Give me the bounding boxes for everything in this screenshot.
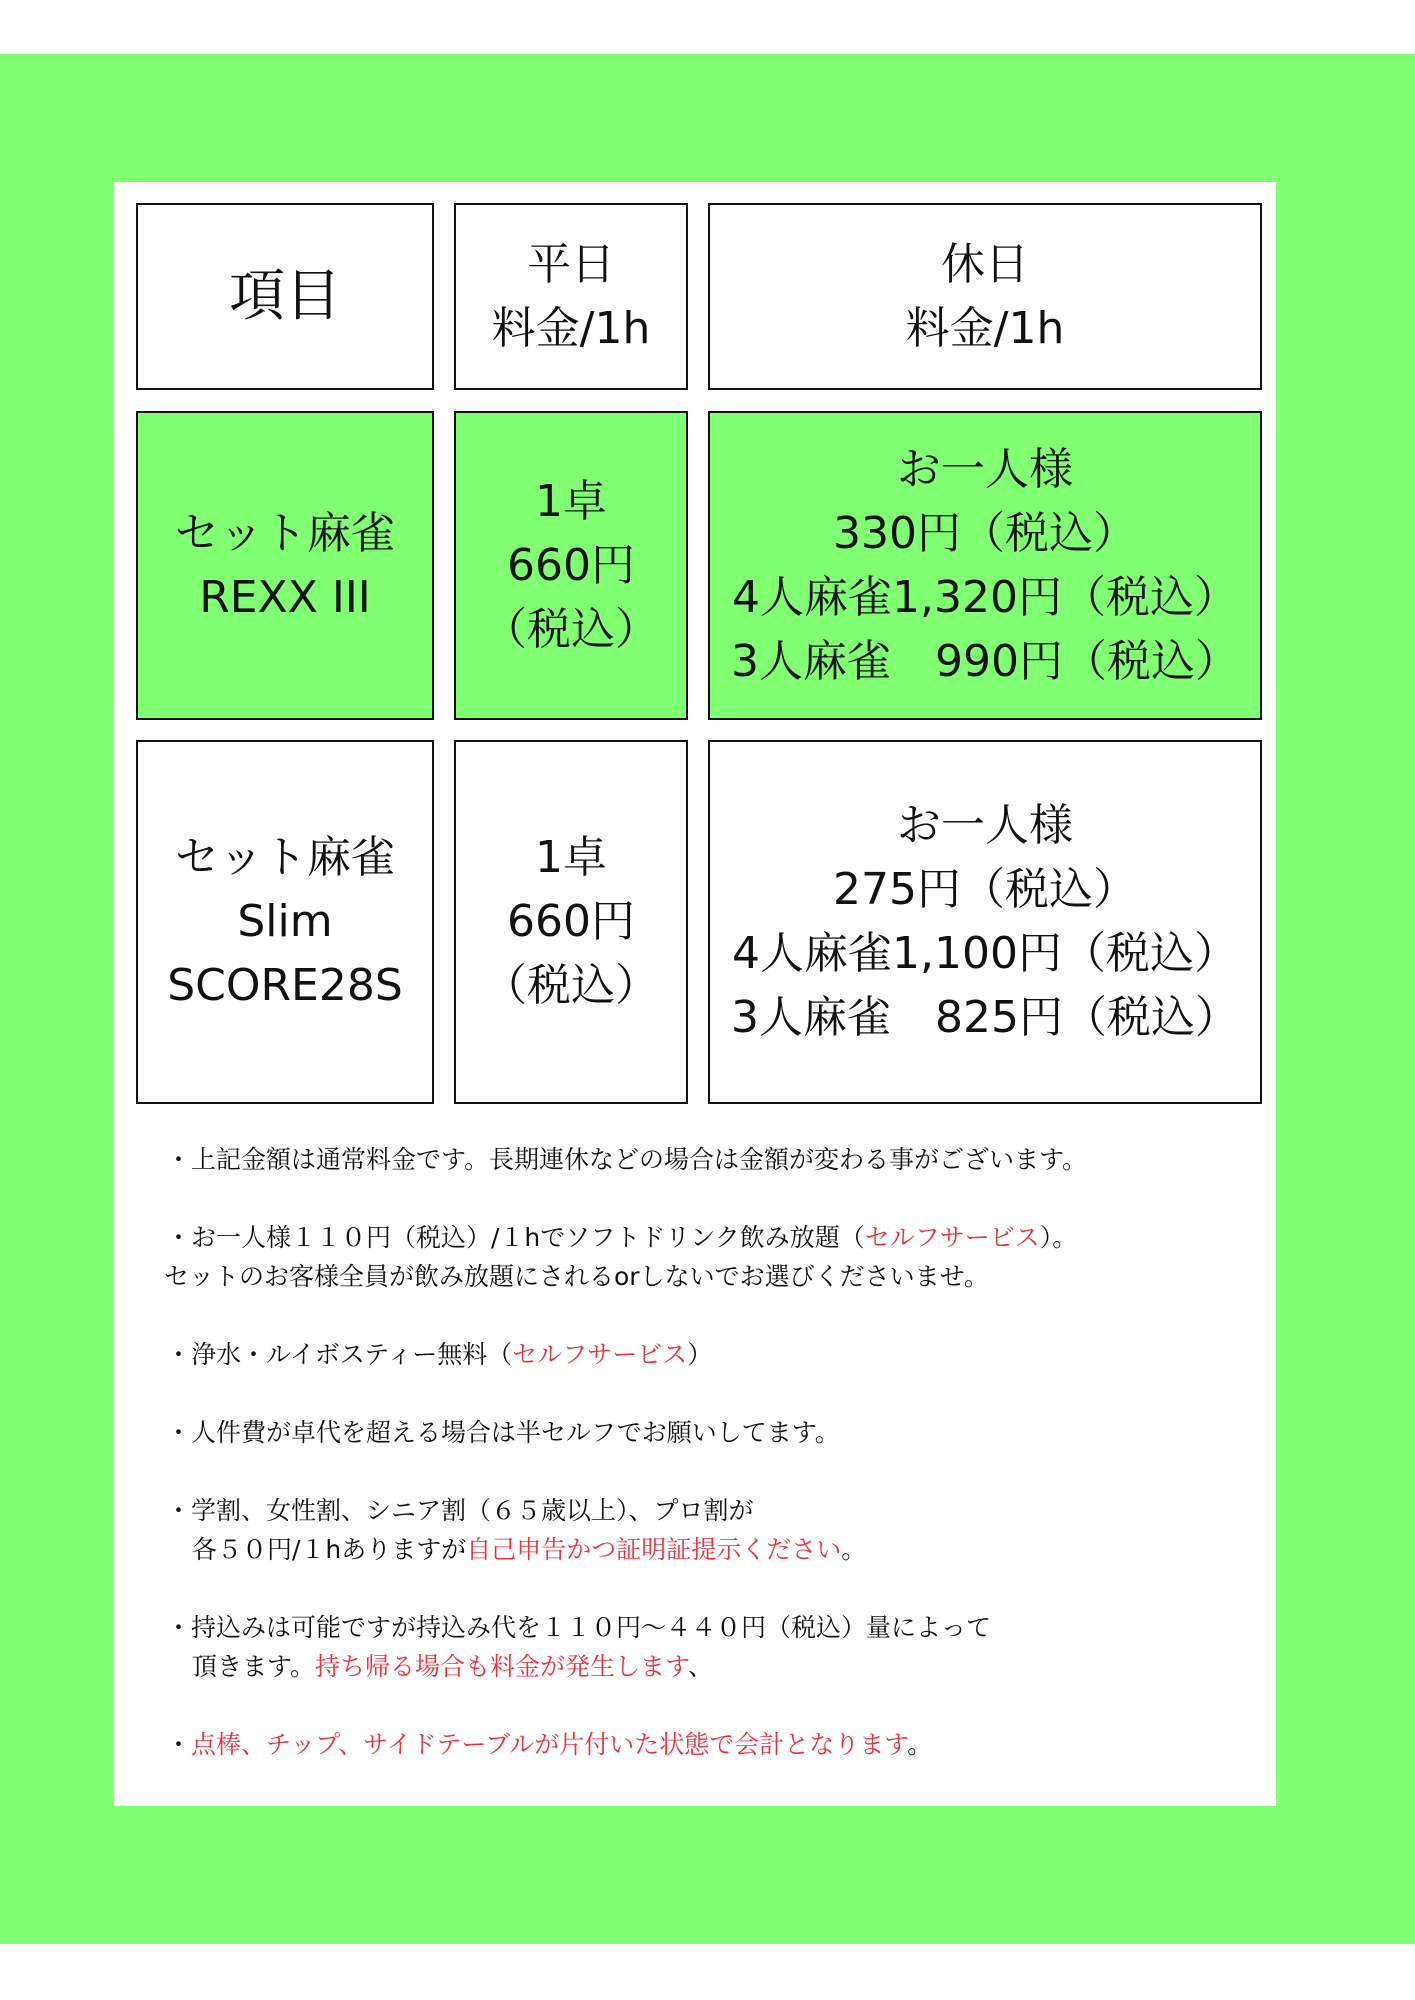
header-holiday-cell — [708, 203, 1262, 390]
note-discounts — [166, 1491, 1246, 1569]
note-soft-drinks — [166, 1218, 1246, 1296]
note-checkout-line — [166, 1725, 1246, 1764]
row-slim-name: セット麻雀 — [175, 832, 395, 883]
row-rexx-weekday-tax: （税込） — [483, 603, 659, 655]
header-weekday-label: 平日 — [527, 238, 615, 290]
note-semi-self-text: ・人件費が卓代を超える場合は半セルフでお願いしてます。 — [166, 1418, 840, 1447]
note-checkout — [166, 1725, 1246, 1764]
note-free-water — [166, 1335, 1246, 1374]
note-checkout-bullet: ・ — [166, 1730, 192, 1759]
row-slim-holiday-4p-price: 4人麻雀1,100円（税込） — [732, 928, 1238, 979]
note-bring-in-text-c: 、 — [688, 1652, 714, 1681]
note-discounts-text-c: 。 — [841, 1535, 867, 1564]
note-checkout-text-b: 。 — [907, 1730, 933, 1759]
note-discounts-line2 — [166, 1530, 1246, 1569]
note-bring-in — [166, 1608, 1246, 1686]
row-slim-weekday-unit: 1卓 — [535, 832, 607, 883]
header-holiday-label: 休日 — [941, 238, 1029, 290]
row-slim-holiday-per-person-price: 275円（税込） — [833, 864, 1137, 915]
note-bring-in-text-b: 頂きます。 — [192, 1652, 316, 1681]
row-rexx-holiday-per-person-label: お一人様 — [897, 443, 1073, 495]
row-rexx-weekday-price: 660円 — [507, 539, 635, 591]
note-free-water-text-b: ） — [687, 1340, 713, 1369]
row-rexx-holiday-3p-price: 3人麻雀 990円（税込） — [731, 635, 1239, 687]
note-checkout-condition: 点棒、チップ、サイドテーブルが片付いた状態で会計となります — [191, 1730, 908, 1759]
note-discounts-line1: ・学割、女性割、シニア割（６５歳以上）、プロ割が — [166, 1496, 754, 1525]
row-slim-name-cell — [136, 740, 434, 1104]
note-soft-drinks-text-a: ・お一人様１１０円（税込）/１hでソフトドリンク飲み放題（ — [166, 1223, 865, 1252]
row-rexx-model: REXX III — [199, 571, 371, 623]
row-slim-holiday-cell — [708, 740, 1262, 1104]
note-price-change — [166, 1140, 1246, 1179]
row-rexx-weekday-unit: 1卓 — [535, 475, 607, 527]
note-free-water-line — [166, 1335, 1246, 1374]
note-price-change-text: ・上記金額は通常料金です。長期連休などの場合は金額が変わる事がございます。 — [166, 1145, 1088, 1174]
row-slim-weekday-tax: （税込） — [483, 960, 659, 1011]
note-soft-drinks-line2: セットのお客様全員が飲み放題にされるorしないでお選びくださいませ。 — [164, 1262, 989, 1291]
notes-section — [166, 1140, 1246, 1803]
row-slim-model-code: SCORE28S — [167, 960, 403, 1011]
note-soft-drinks-self-service: セルフサービス — [864, 1223, 1040, 1252]
note-semi-self — [166, 1413, 1246, 1452]
row-rexx-name: セット麻雀 — [175, 507, 395, 559]
row-rexx-holiday-4p-price: 4人麻雀1,320円（税込） — [732, 571, 1238, 623]
note-discounts-proof-required: 自己申告かつ証明証提示ください — [466, 1535, 842, 1564]
header-item-label: 項目 — [229, 263, 341, 329]
row-rexx-weekday-cell — [454, 411, 688, 720]
note-bring-in-line2 — [166, 1647, 1246, 1686]
row-rexx-holiday-cell — [708, 411, 1262, 720]
header-item-cell — [136, 203, 434, 390]
row-slim-weekday-price: 660円 — [507, 896, 635, 947]
row-rexx-name-cell — [136, 411, 434, 720]
note-bring-in-takeout-fee: 持ち帰る場合も料金が発生します — [315, 1652, 689, 1681]
row-slim-weekday-cell — [454, 740, 688, 1104]
header-weekday-unit: 料金/1h — [491, 302, 651, 354]
note-bring-in-line1: ・持込みは可能ですが持込み代を１１０円〜４４０円（税込）量によって — [166, 1613, 992, 1642]
note-discounts-text-b: 各５０円/１hありますが — [192, 1535, 467, 1564]
row-rexx-holiday-per-person-price: 330円（税込） — [833, 507, 1137, 559]
header-weekday-cell — [454, 203, 688, 390]
row-slim-holiday-3p-price: 3人麻雀 825円（税込） — [731, 992, 1239, 1043]
note-soft-drinks-text-b: ）。 — [1039, 1223, 1078, 1252]
note-soft-drinks-line1 — [166, 1218, 1246, 1257]
header-holiday-unit: 料金/1h — [905, 302, 1065, 354]
row-slim-model: Slim — [237, 896, 333, 947]
note-free-water-text-a: ・浄水・ルイボスティー無料（ — [166, 1340, 513, 1369]
note-free-water-self-service: セルフサービス — [512, 1340, 688, 1369]
row-slim-holiday-per-person-label: お一人様 — [897, 800, 1073, 851]
